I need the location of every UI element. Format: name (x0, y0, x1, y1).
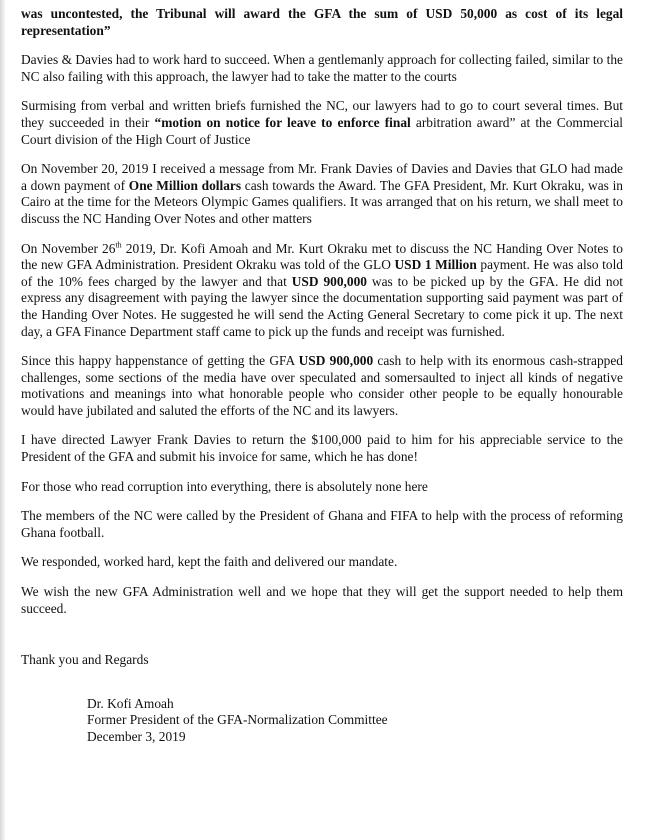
paragraph-no-corruption (21, 479, 623, 496)
paragraph-text: On November 20, 2019 I received a message from Mr. Frank Davies of Davies and Davies that GLO had made a down payment of (21, 161, 623, 193)
ordinal-suffix: th (115, 240, 122, 250)
bold-award-quote: was uncontested, the Tribunal will award the GFA the sum of USD 50,000 as cost of its legal representation” (21, 6, 623, 38)
letter-body (21, 6, 623, 746)
paragraph-text: Surmising from verbal and written briefs furnished the NC, our lawyers had to go to court several times. But they succeeded in their (21, 98, 623, 130)
letter-date: December 3, 2019 (87, 729, 186, 744)
paragraph-text: I have directed Lawyer Frank Davies to return the $100,000 paid to him for his appreciable service to the President of the GFA and submit his invoice for same, which he has done! (21, 432, 623, 465)
signature-block (87, 696, 623, 746)
bold-amount: One Million dollars (128, 177, 242, 193)
paragraph-award-quote (21, 6, 623, 39)
bold-motion-text: “motion on notice for leave to enforce final (154, 114, 411, 130)
paragraph-text: cash towards the Award. The GFA President, Mr. Kurt Okraku, was in Cairo at the time for the Meteors Olympic Games qualifiers. It was arranged that on his return, we shall meet to discuss the NC Handing Over Notes and other matters (21, 177, 623, 226)
paragraph-text: arbitration award” at the Commercial Court division of the High Court of Justice (21, 114, 623, 147)
paragraph-handover-meeting (21, 241, 623, 341)
paragraph-refund (21, 432, 623, 465)
paragraph-text: 2019, Dr. Kofi Amoah and Mr. Kurt Okraku met to discuss the NC Handing Over Notes to the new GFA Administration. President Okraku was told of the GLO (21, 240, 623, 273)
paragraph-down-payment (21, 161, 623, 227)
closing-line: Thank you and Regards (21, 652, 149, 668)
signatory-title: Former President of the GFA-Normalization Committee (87, 712, 388, 728)
paragraph-text: We wish the new GFA Administration well and we hope that they will get the support needed to help them succeed. (21, 584, 623, 616)
paragraph-media-speculation (21, 353, 623, 419)
paragraph-court-motion (21, 98, 623, 148)
paragraph-text: was to be picked up by the GFA. He did not express any disagreement with paying the lawyer since the documentation supporting said payment was part of the Handing Over Notes. He suggested he will send the Acting General Secretary to come pick it up. The next day, a GFA Finance Department staff came to pick up the funds and receipt was furnished. (21, 273, 623, 339)
paragraph-text: cash to help with its enormous cash-strapped challenges, some sections of the media have over speculated and somersaulted to inject all kinds of negative motivations and meanings into what honorable people who consider other people to be equally honourable would have jubilated and saluted the efforts of the NC and its lawyers. (21, 353, 623, 418)
paragraph-text: Davies & Davies had to work hard to succeed. When a gentlemanly approach for collecting failed, similar to the NC also failing with this approach, the lawyer had to take the matter to the courts (21, 52, 623, 84)
bold-amount: USD 900,000 (291, 273, 367, 289)
paragraph-text: On November 26 (21, 240, 116, 256)
paragraph-nc-members (21, 508, 623, 541)
paragraph-well-wishes (21, 584, 623, 617)
paragraph-text: We responded, worked hard, kept the faith and delivered our mandate. (21, 554, 398, 570)
paragraph-text: For those who read corruption into everything, there is absolutely none here (21, 478, 428, 494)
paragraph-mandate (21, 554, 623, 571)
paragraph-text: Since this happy happenstance of getting the GFA (21, 353, 299, 369)
bold-amount: USD 1 Million (394, 257, 477, 273)
signatory-name: Dr. Kofi Amoah (87, 695, 174, 711)
paragraph-text: The members of the NC were called by the President of Ghana and FIFA to help with the process of reforming Ghana football. (21, 508, 623, 540)
bold-amount: USD 900,000 (298, 353, 374, 369)
page-edge-shadow (0, 0, 6, 840)
paragraph-text: payment. He was also told of the 10% fees charged by the lawyer and that (21, 257, 623, 289)
paragraph-davies-work (21, 52, 623, 85)
